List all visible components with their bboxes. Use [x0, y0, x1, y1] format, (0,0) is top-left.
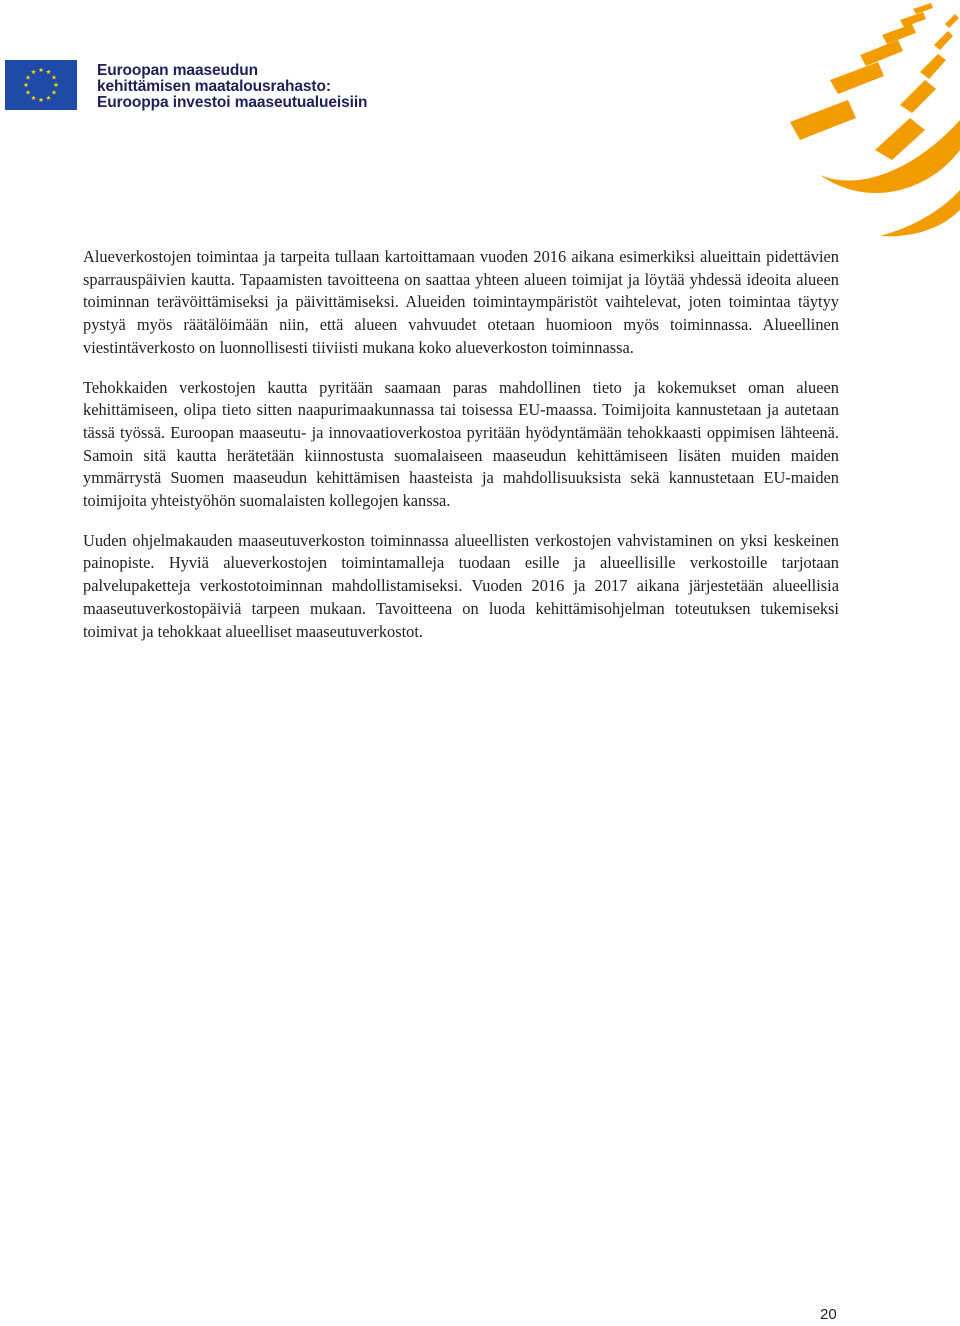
eu-funding-text	[97, 63, 367, 111]
page-number: 20	[820, 1306, 837, 1323]
rural-network-logo	[760, 0, 960, 240]
paragraph-1: Alueverkostojen toimintaa ja tarpeita tullaan kartoittamaan vuoden 2016 aikana esimerkiksi alueittain pidettävien sparrauspäivien kautta. Tapaamisten tavoitteena on saattaa yhteen alueen toimijat ja löytää yhdessä ideoita alueen toiminnan terävöittämiseksi ja päivittämiseksi. Alueiden toimintaympäristöt vaihtelevat, joten toimintaa täytyy pystyä myös räätälöimään niin, että alueen vahvuudet otetaan huomioon myös toiminnassa. Alueellinen viestintäverkosto on luonnollisesti tiiviisti mukana koko alueverkoston toiminnassa.	[83, 247, 839, 357]
eu-text-line-1: Euroopan maaseudun	[97, 62, 258, 79]
paragraph-3: Uuden ohjelmakauden maaseutuverkoston toiminnassa alueellisten verkostojen vahvistaminen on yksi keskeinen painopiste. Hyviä alueverkostojen toimintamalleja tuodaan esille ja alueellisille verkostoille tarjotaan palvelupaketteja verkostotoiminnan mahdollistamiseksi. Vuoden 2016 ja 2017 aikana järjestetään alueellisia maaseutuverkostopäiviä tarpeen mukaan. Tavoitteena on luoda kehittämisohjelman toteutuksen tukemiseksi toimivat ja tehokkaat alueelliset maaseutuverkostot.	[83, 530, 839, 641]
paragraph-2: Tehokkaiden verkostojen kautta pyritään saamaan paras mahdollinen tieto ja kokemukset oman alueen kehittämiseen, olipa tieto sitten naapurimaakunnassa tai toisessa EU-maassa. Toimijoita kannustetaan ja autetaan tässä työssä. Euroopan maaseutu- ja innovaatioverkostoa pyritään hyödyntämään tehokkaasti oppimisen lähteenä. Samoin sitä kautta herätetään kiinnostusta suomalaiseen maaseudun kehittämiseen lisäten muiden maiden ymmärrystä Suomen maaseudun kehittämisen haasteista ja mahdollisuuksista sekä kannustetaan EU-maiden toimijoita yhteistyöhön suomalaisten kollegojen kanssa.	[83, 377, 839, 511]
eu-text-line-2: kehittämisen maatalousrahasto:	[97, 78, 331, 95]
eu-funding-header	[5, 60, 367, 111]
eu-flag-icon	[5, 60, 77, 110]
document-body	[83, 246, 839, 660]
eu-text-line-3: Eurooppa investoi maaseutualueisiin	[97, 94, 368, 111]
